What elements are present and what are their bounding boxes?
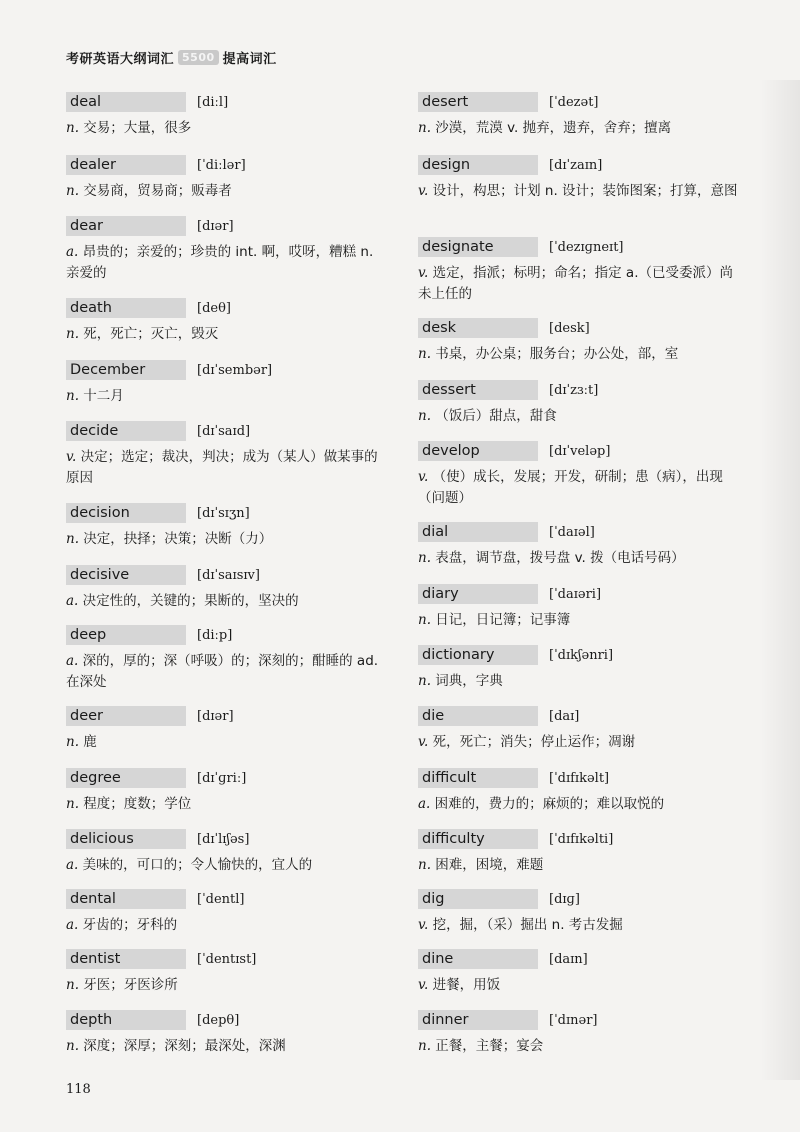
headword: decisive [66, 565, 186, 585]
headword: die [418, 706, 538, 726]
part-of-speech: v. [418, 183, 429, 199]
vocab-entry [418, 92, 743, 139]
entry-headline [418, 706, 743, 726]
headword: desk [418, 318, 538, 338]
definition-text: 书桌，办公桌；服务台；办公处，部，室 [435, 346, 679, 362]
headword: deep [66, 625, 186, 645]
phonetic: [dɪˈsembər] [197, 362, 273, 378]
definition-text: （饭后）甜点，甜食 [435, 408, 557, 424]
vocab-entry [418, 889, 743, 936]
part-of-speech: n. [418, 550, 431, 566]
part-of-speech: n. [66, 977, 79, 993]
part-of-speech: v. [418, 469, 429, 485]
vocab-entry [66, 92, 391, 139]
headword: deal [66, 92, 186, 112]
definition [66, 529, 391, 550]
definition-text: 深的，厚的；深（呼吸）的；深刻的；酣睡的 ad. 在深处 [66, 653, 379, 690]
vocab-entry [418, 768, 743, 815]
definition-text: 沙漠，荒漠 v. 抛弃，遗弃，舍弃；擅离 [435, 120, 672, 136]
definition-text: 十二月 [83, 388, 124, 404]
definition [66, 181, 391, 202]
part-of-speech: n. [418, 120, 431, 136]
entry-headline [66, 889, 391, 909]
vocab-entry [66, 503, 391, 550]
entry-headline [66, 92, 391, 112]
entry-headline [418, 380, 743, 400]
vocab-entry [66, 565, 391, 612]
headword: dear [66, 216, 186, 236]
part-of-speech: a. [66, 593, 79, 609]
part-of-speech: v. [418, 917, 429, 933]
phonetic: [ˈdaɪəl] [549, 524, 595, 540]
headword: decide [66, 421, 186, 441]
page-edge-shadow [760, 80, 800, 1080]
definition-text: 决定性的，关键的；果断的，坚决的 [82, 593, 299, 609]
phonetic: [ˈdiːlər] [197, 157, 246, 173]
part-of-speech: n. [418, 408, 431, 424]
entry-headline [418, 522, 743, 542]
definition [66, 794, 391, 815]
header-badge: 5500 [178, 50, 219, 65]
phonetic: [ˈdezət] [549, 94, 599, 110]
part-of-speech: v. [418, 977, 429, 993]
part-of-speech: n. [66, 531, 79, 547]
entry-headline [66, 565, 391, 585]
vocab-entry [418, 829, 743, 876]
vocab-entry [66, 949, 391, 996]
part-of-speech: n. [66, 1038, 79, 1054]
entry-headline [66, 1010, 391, 1030]
definition [418, 1036, 743, 1057]
entry-headline [66, 829, 391, 849]
definition [418, 855, 743, 876]
part-of-speech: n. [66, 120, 79, 136]
definition [418, 263, 743, 305]
headword: desert [418, 92, 538, 112]
phonetic: [desk] [549, 320, 590, 336]
definition [66, 975, 391, 996]
definition [418, 915, 743, 936]
entry-headline [418, 949, 743, 969]
header-title: 考研英语大纲词汇 [66, 52, 175, 67]
definition-text: 困难，困境，难题 [435, 857, 544, 873]
vocab-entry [418, 645, 743, 692]
part-of-speech: n. [66, 734, 79, 750]
definition [418, 732, 743, 753]
definition [418, 344, 743, 365]
vocab-entry [418, 949, 743, 996]
headword: difficulty [418, 829, 538, 849]
entry-headline [418, 829, 743, 849]
phonetic: [deθ] [197, 300, 231, 316]
entry-headline [66, 360, 391, 380]
part-of-speech: n. [66, 796, 79, 812]
definition [418, 406, 743, 427]
part-of-speech: n. [418, 346, 431, 362]
definition-text: 决定；选定；裁决，判决；成为（某人）做某事的原因 [66, 449, 378, 486]
headword: delicious [66, 829, 186, 849]
definition [66, 732, 391, 753]
headword: dessert [418, 380, 538, 400]
definition-text: 交易；大量，很多 [83, 120, 192, 136]
entry-headline [66, 216, 391, 236]
definition [66, 386, 391, 407]
phonetic: [dɪˈsɪʒn] [197, 505, 250, 521]
definition [418, 118, 743, 139]
vocab-entry [418, 584, 743, 631]
part-of-speech: n. [66, 388, 79, 404]
vocab-entry [66, 421, 391, 489]
part-of-speech: n. [66, 326, 79, 342]
vocab-entry [418, 155, 743, 202]
vocab-entry [66, 216, 391, 284]
phonetic: [daɪn] [549, 951, 588, 967]
headword: degree [66, 768, 186, 788]
headword: dine [418, 949, 538, 969]
definition-text: 鹿 [83, 734, 97, 750]
part-of-speech: n. [66, 183, 79, 199]
definition-text: 程度；度数；学位 [83, 796, 192, 812]
headword: designate [418, 237, 538, 257]
part-of-speech: v. [66, 449, 77, 465]
entry-headline [418, 889, 743, 909]
entry-headline [418, 155, 743, 175]
vocab-entry [418, 706, 743, 753]
headword: dental [66, 889, 186, 909]
vocab-entry [418, 318, 743, 365]
phonetic: [dɪər] [197, 218, 234, 234]
entry-headline [418, 318, 743, 338]
definition-text: 日记，日记簿；记事簿 [435, 612, 571, 628]
part-of-speech: a. [418, 796, 431, 812]
definition [418, 548, 743, 569]
definition [66, 855, 391, 876]
definition-text: 设计，构思；计划 n. 设计；装饰图案；打算，意图 [432, 183, 738, 199]
entry-headline [66, 706, 391, 726]
definition [418, 671, 743, 692]
entry-headline [418, 441, 743, 461]
part-of-speech: v. [418, 734, 429, 750]
phonetic: [depθ] [197, 1012, 240, 1028]
phonetic: [dɪˈzaɪn] [549, 157, 603, 173]
definition [66, 242, 391, 284]
headword: develop [418, 441, 538, 461]
page-number: 118 [66, 1082, 91, 1097]
definition [66, 118, 391, 139]
definition [418, 467, 743, 509]
vocab-entry [418, 380, 743, 427]
definition-text: 困难的，费力的；麻烦的；难以取悦的 [434, 796, 665, 812]
headword: decision [66, 503, 186, 523]
definition [66, 651, 391, 693]
headword: December [66, 360, 186, 380]
vocab-entry [66, 889, 391, 936]
part-of-speech: n. [418, 1038, 431, 1054]
definition [66, 324, 391, 345]
definition-text: 决定，抉择；决策；决断（力） [83, 531, 273, 547]
headword: depth [66, 1010, 186, 1030]
vocab-entry [418, 522, 743, 569]
phonetic: [ˈdɪfɪkəlti] [549, 831, 614, 847]
definition [418, 794, 743, 815]
phonetic: [dɪˈveləp] [549, 443, 611, 459]
entry-headline [66, 768, 391, 788]
headword: death [66, 298, 186, 318]
page-header [66, 48, 277, 67]
definition-text: 选定，指派；标明；命名；指定 a.（已受委派）尚未上任的 [418, 265, 733, 302]
part-of-speech: a. [66, 857, 79, 873]
part-of-speech: a. [66, 244, 79, 260]
definition-text: 美味的，可口的；令人愉快的，宜人的 [82, 857, 313, 873]
headword: dictionary [418, 645, 538, 665]
definition [418, 181, 743, 202]
part-of-speech: a. [66, 917, 79, 933]
entry-headline [418, 237, 743, 257]
entry-headline [66, 625, 391, 645]
definition-text: 挖，掘，（采）掘出 n. 考古发掘 [432, 917, 623, 933]
phonetic: [daɪ] [549, 708, 580, 724]
definition [66, 591, 391, 612]
vocab-entry [418, 441, 743, 509]
definition-text: 表盘，调节盘，拨号盘 v. 拨（电话号码） [435, 550, 685, 566]
definition [66, 1036, 391, 1057]
headword: dinner [418, 1010, 538, 1030]
phonetic: [dɪˈlɪʃəs] [197, 831, 250, 847]
definition [66, 447, 391, 489]
vocab-entry [66, 768, 391, 815]
definition-text: 进餐，用饭 [432, 977, 501, 993]
entry-headline [418, 645, 743, 665]
part-of-speech: v. [418, 265, 429, 281]
phonetic: [dɪˈzɜːt] [549, 382, 599, 398]
part-of-speech: n. [418, 857, 431, 873]
entry-headline [66, 298, 391, 318]
part-of-speech: n. [418, 612, 431, 628]
vocab-entry [418, 1010, 743, 1057]
phonetic: [ˈdentl] [197, 891, 245, 907]
entry-headline [418, 1010, 743, 1030]
entry-headline [66, 503, 391, 523]
entry-headline [418, 768, 743, 788]
entry-headline [418, 584, 743, 604]
phonetic: [dɪˈsaɪsɪv] [197, 567, 260, 583]
headword: dig [418, 889, 538, 909]
headword: dentist [66, 949, 186, 969]
entry-headline [66, 155, 391, 175]
definition-text: 词典，字典 [435, 673, 503, 689]
definition [418, 975, 743, 996]
vocab-entry [66, 1010, 391, 1057]
headword: deer [66, 706, 186, 726]
phonetic: [ˈdezɪɡneɪt] [549, 239, 624, 255]
header-subtitle: 提高词汇 [222, 52, 277, 67]
phonetic: [diːl] [197, 94, 229, 110]
definition-text: 死，死亡；消失；停止运作；凋谢 [432, 734, 636, 750]
vocab-entry [418, 237, 743, 305]
definition-text: 牙齿的；牙科的 [82, 917, 178, 933]
entry-headline [418, 92, 743, 112]
vocab-entry [66, 155, 391, 202]
definition [66, 915, 391, 936]
phonetic: [dɪˈsaɪd] [197, 423, 251, 439]
phonetic: [dɪˈɡriː] [197, 770, 247, 786]
part-of-speech: n. [418, 673, 431, 689]
phonetic: [ˈdɪfɪkəlt] [549, 770, 610, 786]
phonetic: [diːp] [197, 627, 233, 643]
definition-text: （使）成长，发展；开发，研制；患（病），出现（问题） [418, 469, 723, 506]
vocab-entry [66, 706, 391, 753]
definition-text: 牙医；牙医诊所 [83, 977, 178, 993]
definition-text: 死，死亡；灭亡，毁灭 [83, 326, 219, 342]
part-of-speech: a. [66, 653, 79, 669]
definition-text: 深度；深厚；深刻；最深处，深渊 [83, 1038, 286, 1054]
definition-text: 交易商，贸易商；贩毒者 [83, 183, 232, 199]
headword: design [418, 155, 538, 175]
entry-headline [66, 421, 391, 441]
phonetic: [ˈdɪkʃənri] [549, 647, 614, 663]
phonetic: [dɪɡ] [549, 891, 580, 907]
vocab-entry [66, 360, 391, 407]
headword: dial [418, 522, 538, 542]
headword: dealer [66, 155, 186, 175]
phonetic: [ˈdaɪəri] [549, 586, 602, 602]
definition-text: 昂贵的；亲爱的；珍贵的 int. 啊，哎呀，糟糕 n. 亲爱的 [66, 244, 374, 281]
headword: difficult [418, 768, 538, 788]
vocab-entry [66, 298, 391, 345]
vocab-entry [66, 625, 391, 693]
entry-headline [66, 949, 391, 969]
phonetic: [dɪər] [197, 708, 234, 724]
vocab-entry [66, 829, 391, 876]
definition [418, 610, 743, 631]
phonetic: [ˈdɪnər] [549, 1012, 598, 1028]
definition-text: 正餐，主餐；宴会 [435, 1038, 544, 1054]
headword: diary [418, 584, 538, 604]
phonetic: [ˈdentɪst] [197, 951, 257, 967]
